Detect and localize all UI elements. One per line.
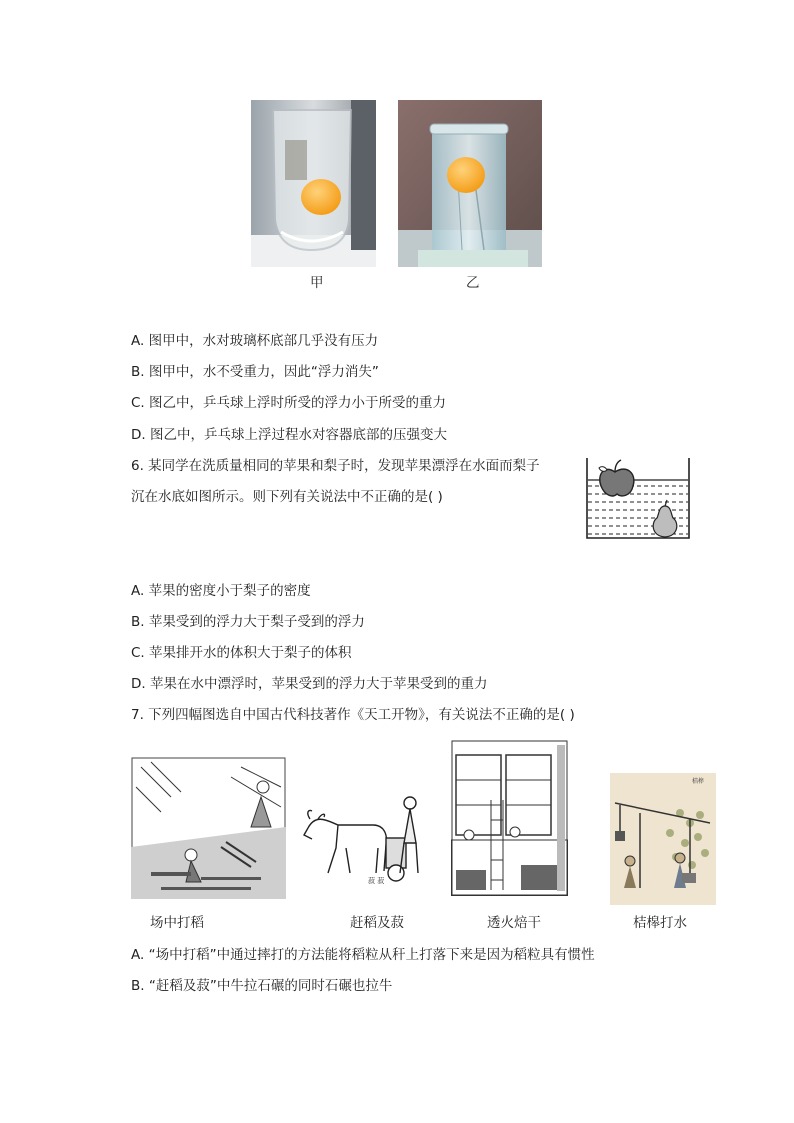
q6-option-a: A. 苹果的密度小于梨子的密度 [131, 583, 311, 599]
woodcut-ox-roller [298, 783, 432, 895]
q5-option-a: A. 图甲中，水对玻璃杯底部几乎没有压力 [131, 333, 379, 349]
photo-yi [398, 100, 542, 267]
q5-option-d: D. 图乙中，乒乓球上浮过程水对容器底部的压强变大 [131, 427, 447, 443]
q6-option-c: C. 苹果排开水的体积大于梨子的体积 [131, 645, 352, 661]
caption-well-sweep: 桔槔打水 [633, 915, 687, 931]
apple-pear-diagram [585, 458, 691, 540]
fig-label-jia: 甲 [310, 275, 324, 291]
caption-ox-roller: 赶稻及菽 [350, 915, 404, 931]
svg-text:菽 菽: 菽 菽 [368, 877, 385, 885]
svg-text:桔槔: 桔槔 [692, 778, 705, 785]
caption-drying: 透火焙干 [487, 915, 541, 931]
q6-option-b: B. 苹果受到的浮力大于梨子受到的浮力 [131, 614, 365, 630]
photo-jia [251, 100, 376, 267]
q7-option-a: A. “场中打稻”中通过摔打的方法能将稻粒从秆上打落下来是因为稻粒具有惯性 [131, 947, 595, 963]
apple-icon [599, 460, 634, 496]
q6-stem-line1: 6. 某同学在洗质量相同的苹果和梨子时，发现苹果漂浮在水面而梨子 [131, 458, 540, 474]
woodcut-well-sweep [610, 773, 716, 905]
q6-option-d: D. 苹果在水中漂浮时，苹果受到的浮力大于苹果受到的重力 [131, 676, 488, 692]
woodcut-drying [451, 740, 568, 896]
q5-option-c: C. 图乙中，乒乓球上浮时所受的浮力小于所受的重力 [131, 395, 447, 411]
pear-icon [653, 500, 677, 537]
q6-stem-line2: 沉在水底如图所示。则下列有关说法中不正确的是( ) [131, 489, 443, 505]
q7-option-b: B. “赶稻及菽”中牛拉石碾的同时石碾也拉牛 [131, 978, 393, 994]
fig-label-yi: 乙 [466, 275, 480, 291]
q7-stem: 7. 下列四幅图选自中国古代科技著作《天工开物》，有关说法不正确的是( ) [131, 707, 575, 723]
q5-option-b: B. 图甲中，水不受重力，因此“浮力消失” [131, 364, 379, 380]
caption-threshing: 场中打稻 [150, 915, 204, 931]
woodcut-threshing [131, 757, 286, 899]
